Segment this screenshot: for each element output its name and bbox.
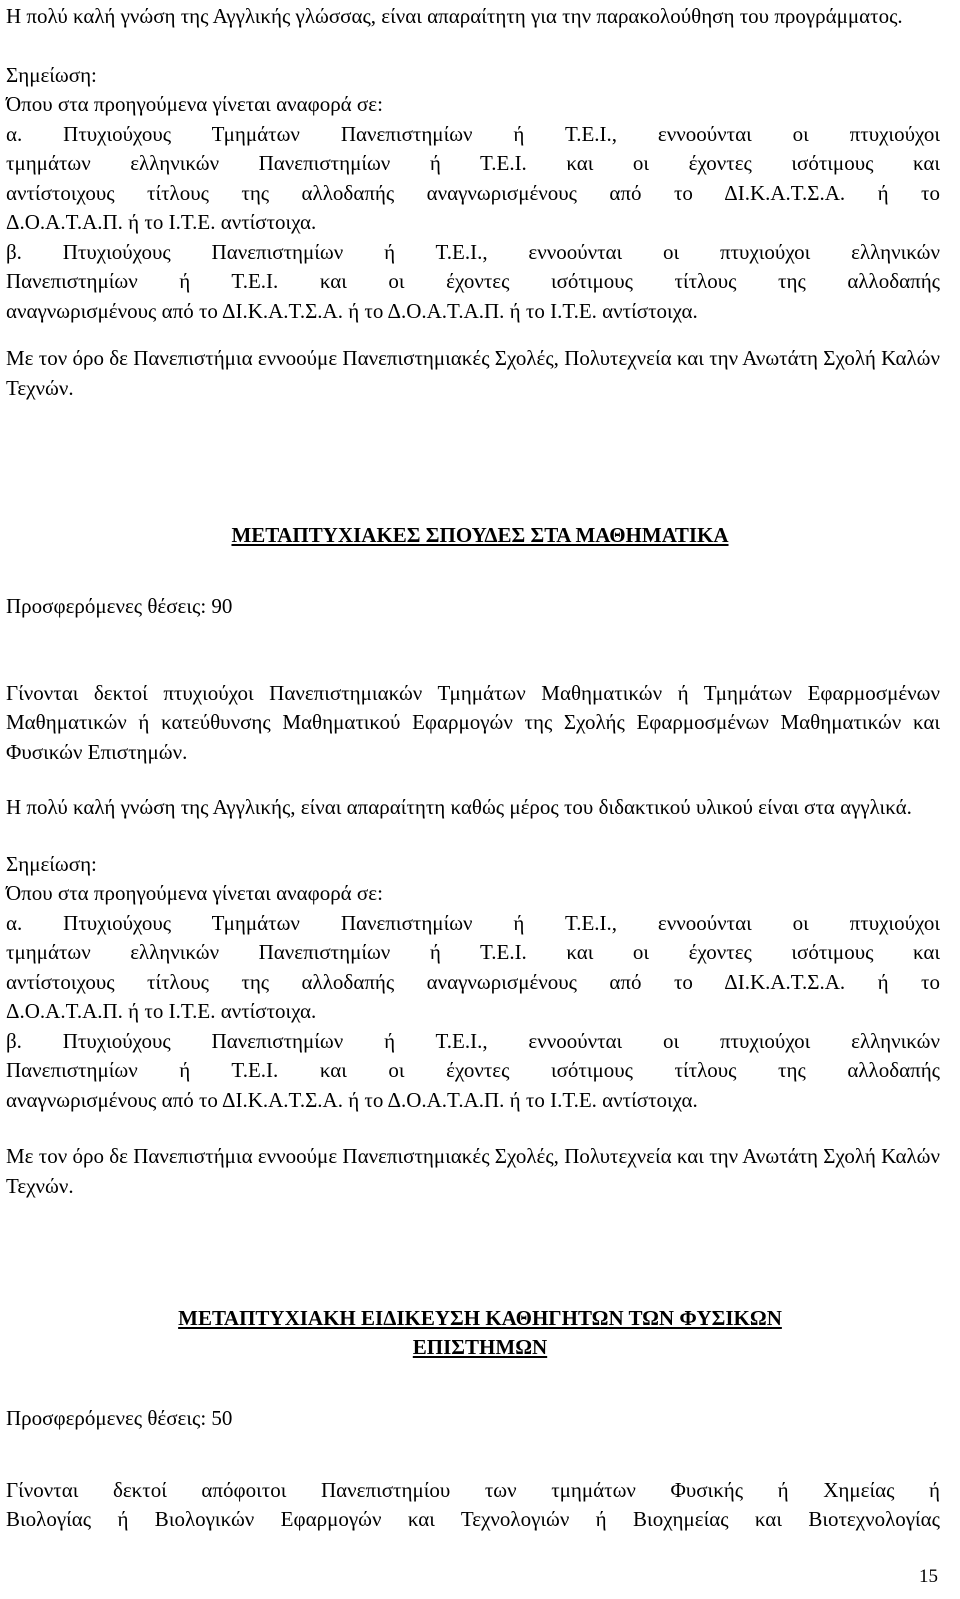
note-item-b-line: αναγνωρισμένους από το ΔΙ.Κ.Α.Τ.Σ.Α. ή το Δ.Ο.Α.Τ.Α.Π. ή το Ι.Τ.Ε. αντίστοιχα.	[6, 298, 698, 323]
note-item-a-line: α. Πτυχιούχους Τμημάτων Πανεπιστημίων ή Τ.Ε.Ι., εννοούνται οι πτυχιούχοι	[6, 121, 940, 146]
page-number: 15	[919, 1566, 938, 1587]
note-item-a-line: τμημάτων ελληνικών Πανεπιστημίων ή Τ.Ε.Ι. και οι έχοντες ισότιμους και	[6, 151, 940, 175]
program-title-physical-sciences-line2: ΕΠΙΣΤΗΜΩΝ	[412, 1335, 548, 1359]
eligibility-line: Βιολογίας ή Βιολογικών Εφαρμογών και Τεχνολογιών ή Βιοχημείας και Βιοτεχνολογίας	[6, 1507, 940, 1531]
mathematics-program-section	[6, 592, 940, 1201]
note-label: Σημείωση:	[6, 851, 97, 876]
eligibility-line: Γίνονται δεκτοί απόφοιτοι Πανεπιστημίου των τμημάτων Φυσικής ή Χημείας ή	[6, 1477, 940, 1502]
physical-sciences-program-section	[6, 1404, 940, 1535]
offered-positions: Προσφερόμενες θέσεις: 50	[6, 1406, 233, 1430]
note-item-b-line: β. Πτυχιούχους Πανεπιστημίων ή Τ.Ε.Ι., εννοούνται οι πτυχιούχοι ελληνικών	[6, 1028, 940, 1053]
note-intro: Όπου στα προηγούμενα γίνεται αναφορά σε:	[6, 881, 383, 905]
offered-positions: Προσφερόμενες θέσεις: 90	[6, 594, 233, 618]
note-item-b-line: β. Πτυχιούχους Πανεπιστημίων ή Τ.Ε.Ι., εννοούνται οι πτυχιούχοι ελληνικών	[6, 239, 940, 264]
note-item-a-line: τμημάτων ελληνικών Πανεπιστημίων ή Τ.Ε.Ι. και οι έχοντες ισότιμους και	[6, 940, 940, 964]
note-item-a-line: Δ.Ο.Α.Τ.Α.Π. ή το Ι.Τ.Ε. αντίστοιχα.	[6, 210, 317, 234]
program-title-physical-sciences: ΜΕΤΑΠΤΥΧΙΑΚΗ ΕΙΔΙΚΕΥΣΗ ΚΑΘΗΓΗΤΩΝ ΤΩΝ ΦΥΣΙΚΩΝ	[178, 1306, 782, 1330]
universities-term-note: Με τον όρο δε Πανεπιστήμια εννοούμε Πανεπιστημιακές Σχολές, Πολυτεχνεία και την Ανωτάτη Σχολή Καλών Τεχνών.	[6, 346, 940, 400]
note-intro: Όπου στα προηγούμενα γίνεται αναφορά σε:	[6, 92, 383, 116]
program-title-mathematics: ΜΕΤΑΠΤΥΧΙΑΚΕΣ ΣΠΟΥΔΕΣ ΣΤΑ ΜΑΘΗΜΑΤΙΚΑ	[231, 523, 729, 547]
note-item-a-line: αντίστοιχους τίτλους της αλλοδαπής αναγνωρισμένους από το ΔΙ.Κ.Α.Τ.Σ.Α. ή το	[6, 180, 940, 205]
universities-term-note: Με τον όρο δε Πανεπιστήμια εννοούμε Πανεπιστημιακές Σχολές, Πολυτεχνεία και την Ανωτάτη Σχολή Καλών Τεχνών.	[6, 1144, 940, 1198]
note-item-a-line: Δ.Ο.Α.Τ.Α.Π. ή το Ι.Τ.Ε. αντίστοιχα.	[6, 999, 317, 1023]
note-item-a-line: α. Πτυχιούχους Τμημάτων Πανεπιστημίων ή Τ.Ε.Ι., εννοούνται οι πτυχιούχοι	[6, 910, 940, 935]
note-item-a-line: αντίστοιχους τίτλους της αλλοδαπής αναγνωρισμένους από το ΔΙ.Κ.Α.Τ.Σ.Α. ή το	[6, 969, 940, 994]
english-requirement-note: Η πολύ καλή γνώση της Αγγλικής γλώσσας, είναι απαραίτητη για την παρακολούθηση του προγράμματος.	[6, 4, 903, 28]
note-item-b-line: Πανεπιστημίων ή Τ.Ε.Ι. και οι έχοντες ισότιμους τίτλους της αλλοδαπής	[6, 1058, 940, 1082]
note-item-b-line: Πανεπιστημίων ή Τ.Ε.Ι. και οι έχοντες ισότιμους τίτλους της αλλοδαπής	[6, 269, 940, 293]
english-requirement-note: Η πολύ καλή γνώση της Αγγλικής, είναι απαραίτητη καθώς μέρος του διδακτικού υλικού είναι στα αγγλικά.	[6, 795, 912, 819]
eligibility-paragraph: Γίνονται δεκτοί πτυχιούχοι Πανεπιστημιακών Τμημάτων Μαθηματικών ή Τμημάτων Εφαρμοσμένων Μαθηματικών ή κατεύθυνσης Μαθηματικού Εφαρμογών της Σχολής Εφαρμοσμένων Μαθηματικών και Φυσικών Επιστημών.	[6, 680, 940, 764]
note-item-b-line: αναγνωρισμένους από το ΔΙ.Κ.Α.Τ.Σ.Α. ή το Δ.Ο.Α.Τ.Α.Π. ή το Ι.Τ.Ε. αντίστοιχα.	[6, 1087, 698, 1112]
note-label: Σημείωση:	[6, 62, 97, 87]
intro-section	[6, 2, 940, 403]
